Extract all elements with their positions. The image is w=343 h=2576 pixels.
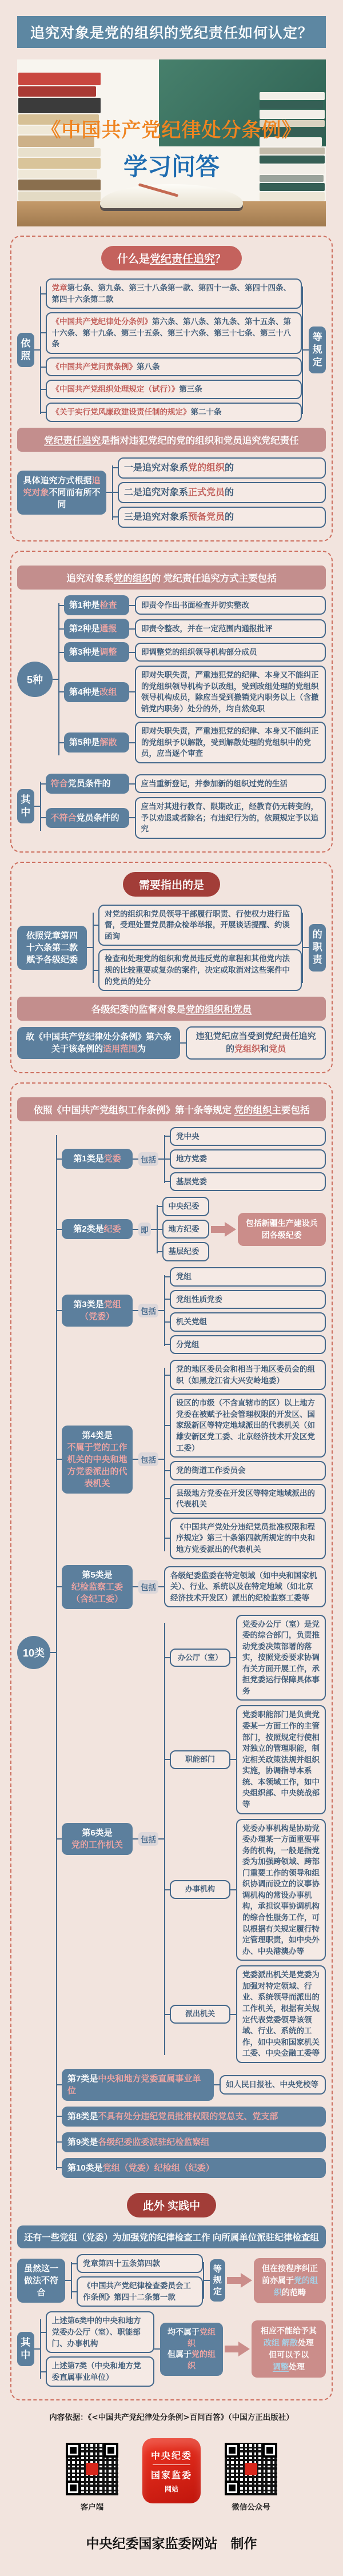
arrow-right-icon	[211, 1222, 236, 1237]
category-3-label: 第3类是党组（党委）	[62, 1295, 133, 1327]
hero-image	[17, 59, 326, 226]
category-1: 第1类是党委 包括 党中央 地方党委 基层党委	[56, 1127, 326, 1192]
qr-row	[0, 2438, 343, 2516]
definition-bar: 党纪责任追究是指对违犯党纪的党的组织和党员追究党纪责任	[17, 428, 326, 452]
category-7-label: 第7类是中央和地方党委直属事业单位	[62, 2069, 214, 2101]
category-8	[56, 2107, 326, 2127]
duty-items	[93, 905, 302, 991]
basis-right-pill: 等规定	[309, 327, 326, 373]
although-note: 但在按程序纠正前亦属于党的组织的范畴	[254, 2258, 326, 2303]
conclusion-left: 故《中国共产党纪律处分条例》第六条关于该条例的适用范围为	[17, 1027, 180, 1059]
organ-pair: 职能部门 党委职能部门是负责党委某一方面工作的主管部门，按照规定行使相对独立的管理职能，制定相关政策法规并组织实施，协调指导本系统、本领域工作，如中央组织部、中央统战部等	[164, 1705, 326, 1814]
duty-left-box: 依照党章第四十六条第二款赋予各级纪委	[17, 926, 87, 970]
basis-item: 《中国共产党组织处理规定（试行）》第三条	[40, 380, 302, 399]
method-box: 具体追究方式根据追究对象不同而有所不同	[17, 471, 106, 515]
open-book	[100, 184, 243, 208]
basis-item: 党章第七条、第九条、第三十八条第一款、第四十一条、第四十四条、第四十六条第二款	[40, 278, 302, 309]
category-9	[56, 2132, 326, 2152]
category-10	[56, 2158, 326, 2178]
organ-pair: 办公厅（室） 党委办公厅（室）是党委的综合部门，负责推动党委决策部署的落实，按照党委要求协调有关方面开展工作，承担党委运行保障具体事务	[164, 1615, 326, 1701]
count-badge-10: 10类	[17, 1636, 50, 1669]
category-10-label: 第10类是党组（党委）纪检组（纪委）	[62, 2158, 326, 2178]
qr-wechat-label: 微信公众号	[232, 2502, 270, 2511]
section-five-methods	[10, 551, 333, 853]
category-3: 第3类是党组（党委） 包括 党组 党组性质党委 机关党组 分党组	[56, 1267, 326, 1354]
category-8-label: 第8类是不具有处分违纪党员批准权限的党总支、党支部	[62, 2107, 326, 2127]
among-flow-2	[17, 2311, 326, 2387]
in-practice-bar: 还有一些党组（党委）为加强党的纪律检查工作 向所属单位派驻纪律检查组	[17, 2225, 326, 2248]
in-practice-pill: 此外 实践中	[127, 2193, 216, 2217]
credit-line: 中央纪委国家监委网站 制作	[86, 2536, 257, 2551]
category-7	[56, 2069, 326, 2101]
duty-item: 对党的组织和党员领导干部履行职责、行使权力进行监督，受理处置党员群众检举举报，开展谈话提醒、约谈函询	[93, 905, 302, 946]
ccdi-app-icon: 中央纪委 国家监委 网站	[142, 2438, 201, 2503]
legal-basis-flow	[17, 278, 326, 422]
method-row: 第5种是解散 即对失职失责，严重违犯党的纪律、本身又不能纠正的党组织予以解散，受到解散处理的党组织中的党员，应当逐个审查	[58, 722, 326, 763]
target-item: 一是追究对象系党的组织的	[112, 457, 326, 479]
basis-item: 《关于实行党风廉政建设责任制的规定》第二十条	[40, 403, 302, 422]
method-rows	[58, 595, 326, 763]
method-row: 第3种是调整 即调整党的组织领导机构部分成员	[58, 642, 326, 662]
qr-client	[66, 2443, 118, 2512]
category-5-label: 第5类是 纪检监察工委（含纪工委）	[62, 1565, 133, 1609]
basis-item: 《中国共产党问责条例》第八条	[40, 357, 302, 377]
category-1-label: 第1类是党委	[62, 1149, 133, 1169]
category-rows	[56, 1127, 326, 2178]
category-2-label: 第2类是纪委	[62, 1219, 133, 1239]
category-4-label: 第4类是 不属于党的工作机关的中央和地方党委派出的代表机关	[62, 1426, 133, 1494]
although-flow	[17, 2254, 326, 2307]
target-item: 二是追究对象系正式党员的	[112, 482, 326, 503]
section3-pill: 需要指出的是	[123, 872, 220, 897]
conclusion-right: 违犯党纪应当受到党纪责任追究的党组织和党员	[186, 1026, 326, 1060]
among-note: 相应不能给予其 改组 解散处理 但可以予以 调整处理	[252, 2320, 326, 2378]
among-rows	[40, 774, 326, 839]
qr-code-client	[66, 2443, 118, 2495]
basis-item: 《中国共产党纪律处分条例》第六条、第八条、第九条、第十五条、第十六条、第十九条、第三十五条、第三十六条、第三十七条、第三十八条	[40, 312, 302, 354]
qr-wechat	[225, 2443, 277, 2512]
hero-title: 《中国共产党纪律处分条例》	[41, 120, 302, 142]
category-4: 第4类是 不属于党的工作机关的中央和地方党委派出的代表机关 包括 党的地区委员会和相当于地区委员会的组织（如黑龙江省大兴安岭地委） 设区的市级（不含直辖市的区）以上地方党委在被赋予社会管理权限的开发区、国家级新区等特定地域派出的代表机关（如雄安新区党工委、北京经济技术开发区党工委） 党的街道工作委员会 县级地方党委在开发区等特定地域派出的代表机关 《中国共产党处分违纪党员批准权限和程序规定》第三十条第四款所规定的中央和地方党委派出的代表机关	[56, 1360, 326, 1559]
joiner: 包括	[138, 1152, 158, 1166]
joiner: 包括	[138, 1452, 158, 1466]
among-flow	[17, 774, 326, 839]
method-by-target-flow	[17, 457, 326, 528]
although-label: 虽然这一做法不符合	[17, 2259, 65, 2303]
section2-title: 追究对象系党的组织的 党纪责任追究方式主要包括	[17, 566, 326, 590]
count-badge-5: 5种	[17, 662, 53, 697]
five-methods-tree	[17, 595, 326, 763]
section4-title: 依照《中国共产党组织工作条例》第十条等规定 党的组织主要包括	[17, 1097, 326, 1121]
basis-left-pill: 依照	[17, 333, 34, 367]
joiner: 包括	[138, 1304, 158, 1317]
although-items: 党章第四十五条第四款 《中国共产党纪律检查委员会工作条例》第四十二条第一款	[71, 2254, 203, 2307]
although-right-pill: 等规定	[210, 2259, 225, 2302]
target-item: 三是追究对象系预备党员的	[112, 507, 326, 528]
among-mid-box: 均不属于党组织 但属于党的组织	[160, 2323, 223, 2375]
category-6-label: 第6类是 党的工作机关	[62, 1823, 133, 1855]
content-source: 内容依据：《<中国共产党纪律处分条例>百问百答》（中国方正出版社）	[49, 2413, 294, 2423]
supervision-target-bar: 各级纪委的监督对象是党的组织和党员	[17, 997, 326, 1021]
arrow-right-icon	[225, 2342, 250, 2356]
joiner: 包括	[138, 1832, 158, 1846]
organ-pair: 办事机构 党委办事机构是协助党委办理某一方面重要事务的机构，一般是指党委为加强跨领域、跨部门重要工作的领导和组织协调而设立的议事协调机构的常设办事机构，承担议事协调机构的综合性服务工作，可以根据有关规定履行特定管理职责，如中央外办、中央港澳办等	[164, 1819, 326, 1961]
basis-items	[40, 278, 302, 422]
among-row: 符合党员条件的 应当重新登记，并参加新的组织过党的生活	[40, 774, 326, 794]
target-items	[112, 457, 326, 528]
among-pill-2: 其中	[17, 2332, 34, 2366]
qr-code-wechat	[225, 2443, 277, 2495]
among-pill: 其中	[17, 789, 34, 823]
category-9-label: 第9类是各级纪委监委派驻纪检监察组	[62, 2132, 326, 2152]
duty-flow	[17, 905, 326, 991]
conclusion-flow	[17, 1026, 326, 1060]
category-7-note: 如人民日报社、中央党校等	[220, 2075, 326, 2095]
joiner: 包括	[138, 1580, 158, 1594]
duty-right-pill: 的职责	[309, 924, 326, 971]
qr-client-label: 客户端	[80, 2502, 104, 2511]
organ-pair: 派出机关 党委派出机关是党委为加强对特定领域、行业、系统领导而派出的工作机关，根据有关规定代表党委领导该领域、行业、系统的工作，如中央和国家机关工委、中央金融工委等	[164, 1965, 326, 2063]
method-row: 第1种是检查 即责令作出书面检查并切实整改	[58, 595, 326, 615]
section1-title: 什么是党纪责任追究？	[101, 246, 242, 270]
section-need-to-point-out	[10, 862, 333, 1073]
among-items-2: 上述第6类中的中央和地方党委办公厅（室）、职能部门、办事机构 上述第7类（中央和地方党委直属事业单位）	[40, 2311, 154, 2387]
arrow-right-icon	[227, 2273, 252, 2288]
ten-categories-tree	[17, 1127, 326, 2178]
category-5: 第5类是 纪检监察工委（含纪工委） 包括 各级纪委监委在特定领域（如中央和国家机关）、行业、系统以及在特定地域（如北京经济技术开发区）派出的纪检监察工委等	[56, 1565, 326, 1609]
category-2-note: 包括新疆生产建设兵团各级纪委	[238, 1213, 326, 1246]
category-2: 第2类是纪委 即 中央纪委 地方纪委 基层纪委 包括新疆生产建设兵团各级纪委	[56, 1197, 326, 1261]
method-row: 第4种是改组 即对失职失责，严重违犯党的纪律、本身又不能纠正的党组织领导机构予以改组，受到改组处理的党组织领导机构成员，除应当受到撤销党内职务以上（含撤销党内职务）处分的外，均自然免职	[58, 666, 326, 718]
category-6	[56, 1615, 326, 2063]
section-what-is-discipline-accountability	[10, 236, 333, 542]
among-row: 不符合党员条件的 应当对其进行教育、限期改正，经教育仍无转变的，予以劝退或者除名；有违纪行为的，依照规定予以追究	[40, 797, 326, 839]
joiner: 即	[138, 1223, 151, 1236]
page-title-banner: 追究对象是党的组织的党纪责任如何认定？	[17, 16, 326, 48]
duty-item: 检查和处理党的组织和党员违反党的章程和其他党内法规的比较重要或复杂的案件，决定或取消对这些案件中的党员的处分	[93, 949, 302, 991]
section-ten-categories	[10, 1082, 333, 2401]
hero-subtitle: 学习问答	[123, 153, 220, 181]
method-row: 第2种是通报 即责令整改，并在一定范围内通报批评	[58, 619, 326, 639]
